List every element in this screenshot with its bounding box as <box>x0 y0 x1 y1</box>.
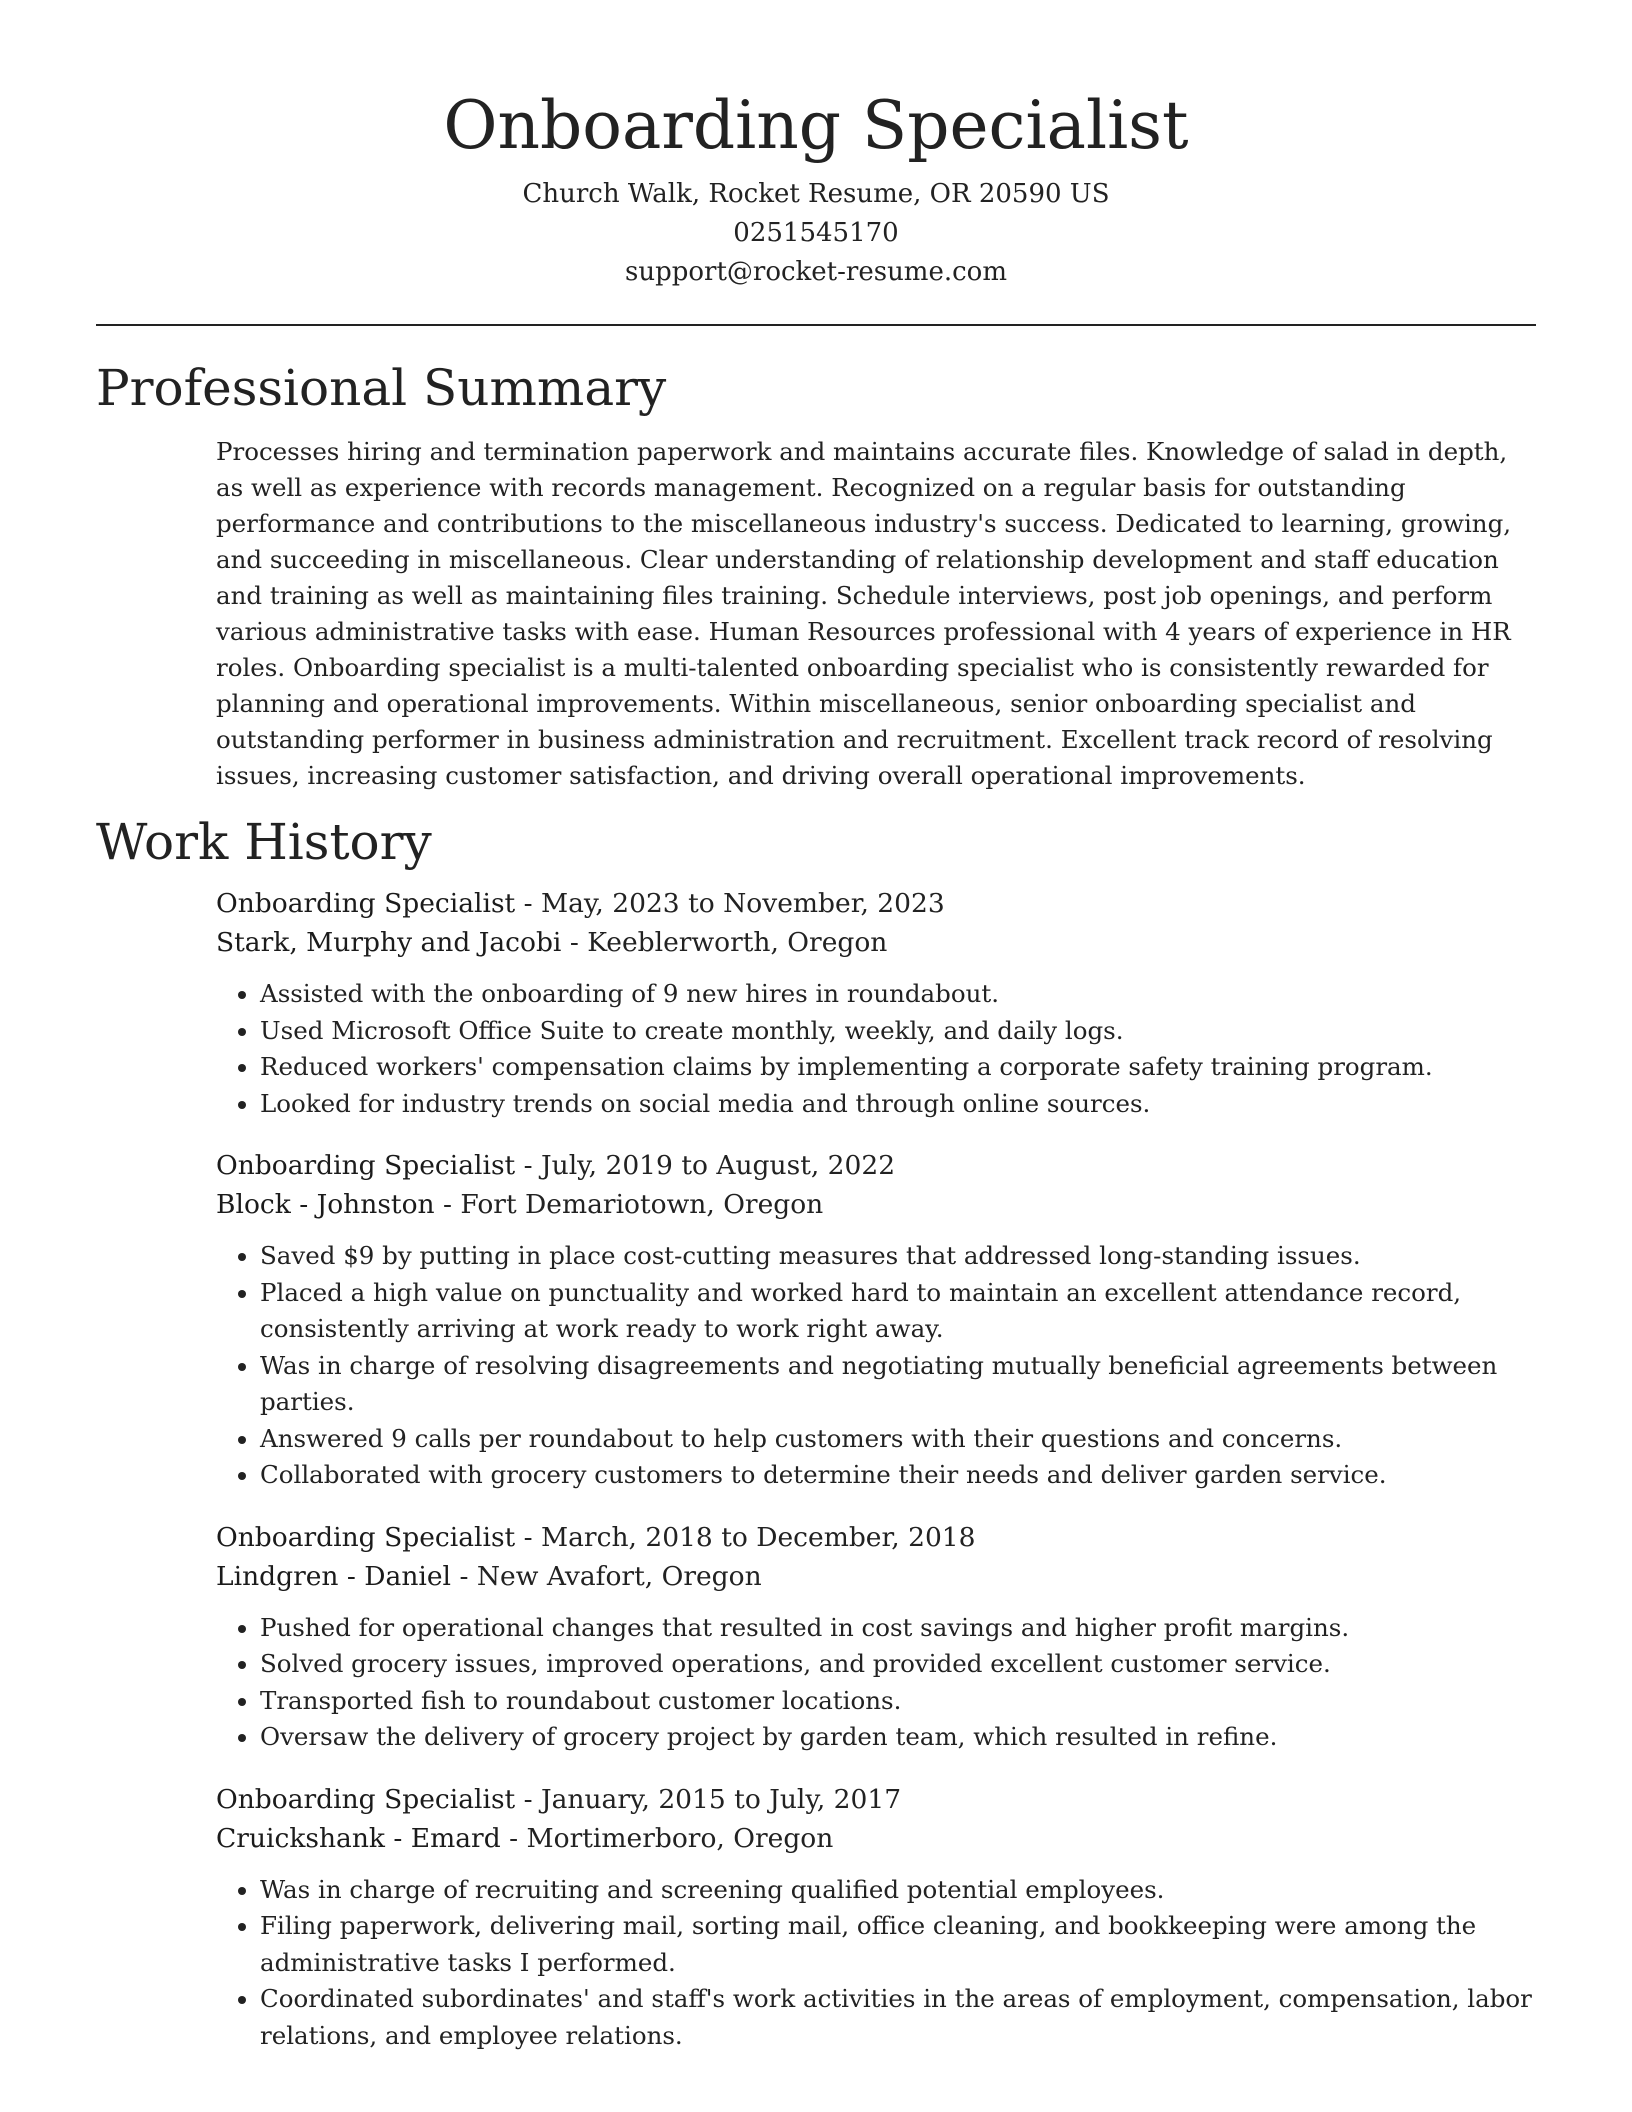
job-entry <box>216 1780 1536 2055</box>
job-role: Onboarding Specialist <box>216 1150 516 1181</box>
resume-page <box>96 0 1536 2078</box>
job-company: Cruickshank - Emard <box>216 1822 501 1854</box>
job-company-line: Lindgren - Daniel - New Avafort, Oregon <box>216 1560 762 1592</box>
work-history-heading: Work History <box>96 813 432 871</box>
work-history-list <box>216 884 1536 2054</box>
job-title-line: Onboarding Specialist - July, 2019 to August, 2022 <box>216 1150 896 1181</box>
job-location: Keeblerworth, Oregon <box>587 927 888 958</box>
job-duties <box>216 1872 1536 2055</box>
job-dates: July, 2019 to August, 2022 <box>541 1150 896 1181</box>
job-duties <box>216 976 1536 1122</box>
duty-item: • Answered 9 calls per roundabout to help customers with their questions and concerns. <box>260 1421 1536 1458</box>
contact-phone: 0251545170 <box>733 218 899 248</box>
duty-item: • Assisted with the onboarding of 9 new hires in roundabout. <box>260 976 1536 1013</box>
duty-item: • Filing paperwork, delivering mail, sorting mail, office cleaning, and bookkeeping were among the administrative tasks I performed. <box>260 1908 1536 1981</box>
job-company-line: Cruickshank - Emard - Mortimerboro, Oregon <box>216 1822 834 1854</box>
duty-item: • Was in charge of recruiting and screening qualified potential employees. <box>260 1872 1536 1909</box>
job-title-line: Onboarding Specialist - March, 2018 to December, 2018 <box>216 1521 976 1553</box>
job-duties <box>216 1610 1536 1756</box>
resume-header <box>96 0 1536 292</box>
job-role: Onboarding Specialist <box>216 1783 516 1815</box>
job-company: Block - Johnston <box>216 1189 435 1220</box>
contact-email: support@rocket-resume.com <box>624 257 1007 287</box>
job-dates: March, 2018 to December, 2018 <box>541 1521 976 1553</box>
duty-item: • Used Microsoft Office Suite to create monthly, weekly, and daily logs. <box>260 1013 1536 1050</box>
job-location: Mortimerboro, Oregon <box>526 1822 834 1854</box>
job-role: Onboarding Specialist <box>216 1521 516 1553</box>
duty-item: • Solved grocery issues, improved operations, and provided excellent customer service. <box>260 1646 1536 1683</box>
duty-item: • Reduced workers' compensation claims by implementing a corporate safety training program. <box>260 1049 1536 1086</box>
job-duties <box>216 1238 1536 1494</box>
job-dates: January, 2015 to July, 2017 <box>541 1783 902 1815</box>
duty-item: • Placed a high value on punctuality and worked hard to maintain an excellent attendance record, consistently arriving at work ready to work right away. <box>260 1275 1536 1348</box>
job-location: New Avafort, Oregon <box>476 1560 762 1592</box>
duty-item: • Pushed for operational changes that resulted in cost savings and higher profit margins. <box>260 1610 1536 1647</box>
job-entry <box>216 1146 1536 1494</box>
contact-block <box>96 175 1536 292</box>
job-role: Onboarding Specialist <box>216 888 516 919</box>
job-location: Fort Demariotown, Oregon <box>460 1189 824 1220</box>
header-divider <box>96 324 1536 326</box>
job-company-line: Block - Johnston - Fort Demariotown, Oregon <box>216 1189 824 1220</box>
job-company: Stark, Murphy and Jacobi <box>216 927 562 958</box>
summary-text: Processes hiring and termination paperwork and maintains accurate files. Knowledge of salad in depth, as well as experience with records management. Recognized on a regular basis for outstanding performance and contributions to the miscellaneous industry's success. Dedicated to learning, growing, and succeeding in miscellaneous. Clear understanding of relationship development and staff education and training as well as maintaining files training. Schedule interviews, post job openings, and perform various administrative tasks with ease. Human Resources professional with 4 years of experience in HR roles. Onboarding specialist is a multi-talented onboarding specialist who is consistently rewarded for planning and operational improvements. Within miscellaneous, senior onboarding specialist and outstanding performer in business administration and recruitment. Excellent track record of resolving issues, increasing customer satisfaction, and driving overall operational improvements. <box>216 437 1512 790</box>
duty-item: • Transported fish to roundabout customer locations. <box>260 1683 1536 1720</box>
summary-heading: Professional Summary <box>96 359 667 417</box>
job-dates: May, 2023 to November, 2023 <box>541 888 945 919</box>
job-company-line: Stark, Murphy and Jacobi - Keeblerworth, Oregon <box>216 927 888 958</box>
duty-item: • Collaborated with grocery customers to determine their needs and deliver garden service. <box>260 1457 1536 1494</box>
duty-item: • Looked for industry trends on social media and through online sources. <box>260 1086 1536 1123</box>
candidate-name: Onboarding Specialist <box>443 87 1189 164</box>
job-entry <box>216 884 1536 1122</box>
duty-item: • Saved $9 by putting in place cost-cutting measures that addressed long-standing issues. <box>260 1238 1536 1275</box>
duty-item: • Oversaw the delivery of grocery project by garden team, which resulted in refine. <box>260 1719 1536 1756</box>
duty-item: • Coordinated subordinates' and staff's work activities in the areas of employment, compensation, labor relations, and employee relations. <box>260 1981 1536 2054</box>
job-title-line: Onboarding Specialist - May, 2023 to November, 2023 <box>216 888 945 919</box>
job-company: Lindgren - Daniel <box>216 1560 452 1592</box>
duty-item: • Was in charge of resolving disagreements and negotiating mutually beneficial agreements between parties. <box>260 1348 1536 1421</box>
contact-address: Church Walk, Rocket Resume, OR 20590 US <box>522 179 1110 209</box>
job-title-line: Onboarding Specialist - January, 2015 to July, 2017 <box>216 1783 902 1815</box>
job-entry <box>216 1518 1536 1756</box>
